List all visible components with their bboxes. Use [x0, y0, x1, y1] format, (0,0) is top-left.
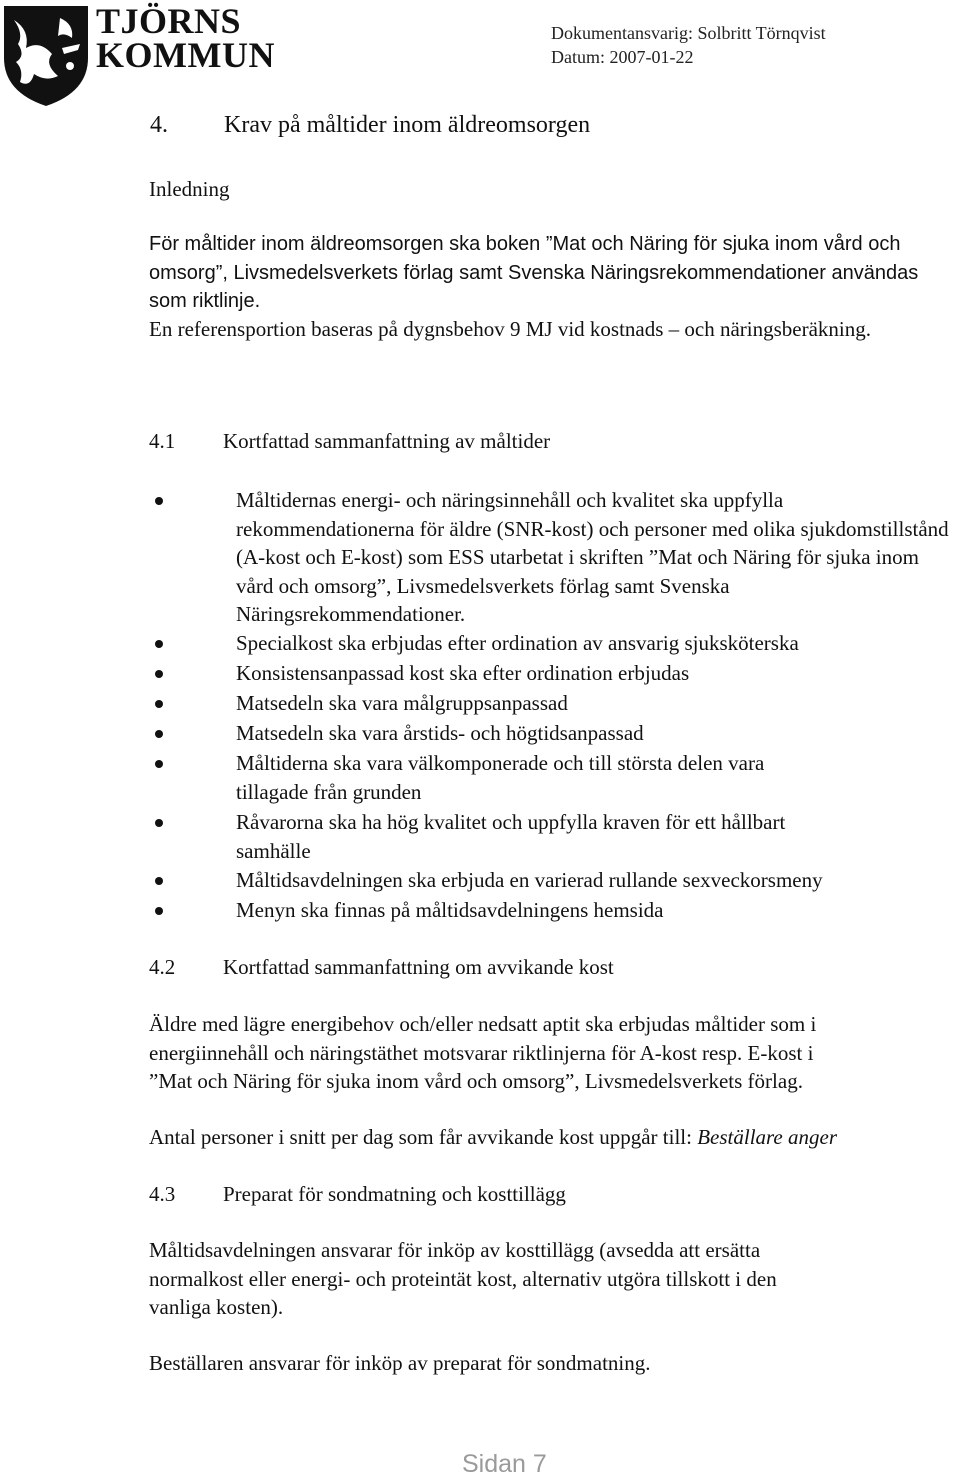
intro-paragraph-1: För måltider inom äldreomsorgen ska boken ”Mat och Näring för sjuka inom vård och omsorg”, Livsmedelsverkets förlag samt Svenska Näringsrekommendationer användas som riktlinje.: [149, 233, 919, 312]
section-number: 4.2: [149, 955, 176, 979]
bullet-marker: [155, 670, 163, 678]
list-item: Menyn ska finnas på måltidsavdelningens hemsida: [236, 898, 664, 922]
section-4-2-paragraph: Äldre med lägre energibehov och/eller nedsatt aptit ska erbjudas måltider som i energiinnehåll och näringstäthet motsvarar riktlinjerna för A-kost resp. E-kost i ”Mat och Näring för sjuka inom vård och omsorg”, Livsmedelsverkets förlag.: [149, 1012, 817, 1093]
list-item: Specialkost ska erbjudas efter ordination av ansvarig sjuksköterska: [236, 631, 799, 655]
logo-wordmark: [96, 1, 275, 75]
deviating-diet-count: [149, 1123, 837, 1152]
bullet-marker: [155, 819, 163, 827]
section-number: 4.1: [149, 429, 176, 453]
list-item: Måltidernas energi- och näringsinnehåll och kvalitet ska uppfylla rekommendationerna för äldre (SNR-kost) och personer med olika sjukdomstillstånd (A-kost och E-kost) som ESS utarbetat i skriften ”Mat och Näring för sjuka inom vård och omsorg”, Livsmedelsverkets förlag samt Svenska Näringsrekommendationer.: [236, 488, 949, 626]
bullet-marker: [155, 640, 163, 648]
list-item: Råvarorna ska ha hög kvalitet och uppfylla kraven för ett hållbart samhälle: [236, 810, 786, 863]
bullet-marker: [155, 730, 163, 738]
logo-line-1: TJÖRNS: [96, 1, 242, 41]
bullet-marker: [155, 700, 163, 708]
bullet-marker: [155, 497, 163, 505]
list-item: Konsistensanpassad kost ska efter ordination erbjudas: [236, 661, 690, 685]
intro-heading: Inledning: [149, 177, 230, 201]
bullet-marker: [155, 907, 163, 915]
page-number: Sidan 7: [462, 1450, 547, 1478]
list-item: Matsedeln ska vara årstids- och högtidsanpassad: [236, 721, 644, 745]
section-number: 4.: [150, 112, 168, 138]
list-item: Måltiderna ska vara välkomponerade och till största delen vara tillagade från grunden: [236, 751, 765, 804]
section-title: Krav på måltider inom äldreomsorgen: [224, 112, 591, 138]
municipal-crest-logo: [0, 0, 92, 108]
bullet-marker: [155, 877, 163, 885]
section-4-3-paragraph-1: Måltidsavdelningen ansvarar för inköp av kosttillägg (avsedda att ersätta normalkost eller energi- och proteintät kost, alternativ utgöra tillskott i den vanliga kosten).: [149, 1238, 777, 1319]
section-4-1-heading: [149, 427, 550, 456]
count-value: Beställare anger: [697, 1125, 837, 1149]
section-title: Kortfattad sammanfattning om avvikande kost: [223, 955, 614, 979]
count-label: Antal personer i snitt per dag som får avvikande kost uppgår till:: [149, 1125, 698, 1149]
bullet-marker: [155, 760, 163, 768]
section-4-3-heading: [149, 1180, 566, 1209]
section-title: Kortfattad sammanfattning av måltider: [223, 429, 551, 453]
section-number: 4.3: [149, 1182, 176, 1206]
section-4-3-paragraph-2: Beställaren ansvarar för inköp av preparat för sondmatning.: [149, 1351, 651, 1375]
section-title: Preparat för sondmatning och kosttillägg: [223, 1182, 566, 1206]
section-4-heading: [150, 111, 590, 139]
logo-line-2: KOMMUN: [96, 35, 275, 75]
intro-paragraph-2: En referensportion baseras på dygnsbehov 9 MJ vid kostnads – och näringsberäkning.: [149, 317, 872, 341]
document-owner: Dokumentansvarig: Solbritt Törnqvist: [551, 23, 826, 43]
list-item: Matsedeln ska vara målgruppsanpassad: [236, 691, 568, 715]
document-date: Datum: 2007-01-22: [551, 47, 694, 67]
list-item: Måltidsavdelningen ska erbjuda en varierad rullande sexveckorsmeny: [236, 868, 823, 892]
section-4-2-heading: [149, 953, 614, 982]
